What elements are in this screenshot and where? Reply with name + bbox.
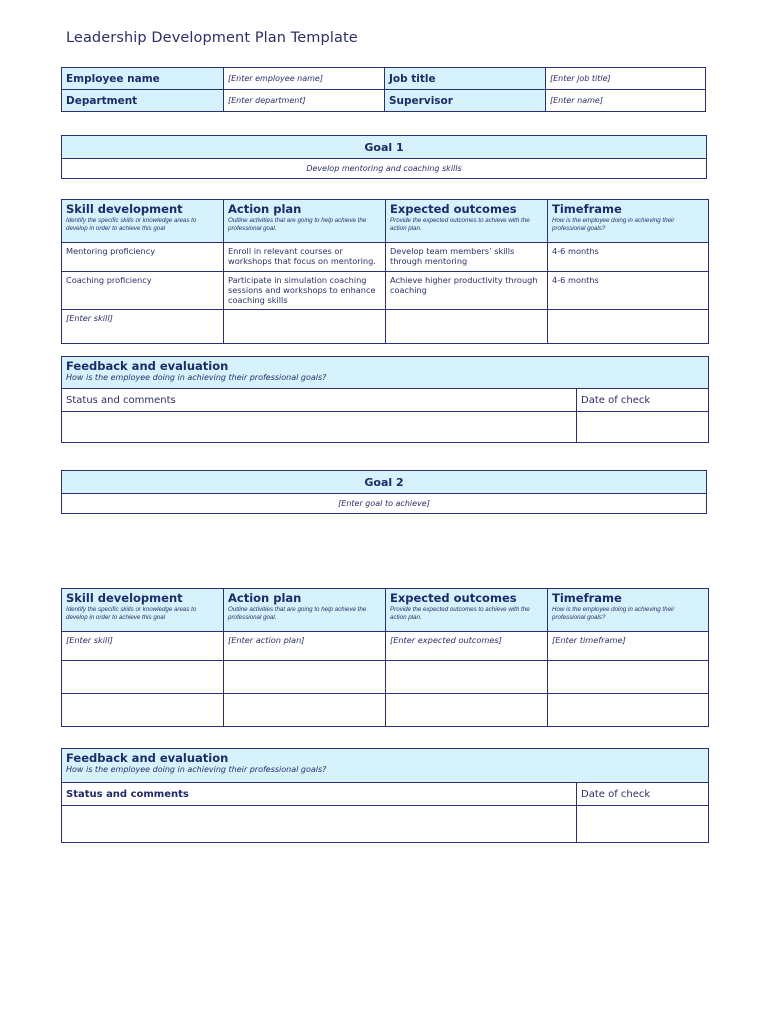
status-comments-label: Status and comments bbox=[62, 783, 577, 806]
info-row bbox=[62, 90, 706, 112]
supervisor-field[interactable]: [Enter name] bbox=[546, 90, 706, 112]
table-row bbox=[62, 694, 709, 727]
department-label: Department bbox=[62, 90, 224, 112]
expected-outcomes-cell[interactable] bbox=[386, 661, 548, 694]
skill-cell[interactable]: Coaching proficiency bbox=[62, 272, 224, 310]
skills-header-row bbox=[62, 589, 709, 632]
timeframe-header: Timeframe How is the employee doing in achieving their professional goals? bbox=[548, 589, 709, 632]
goal-2-feedback-table bbox=[61, 748, 709, 843]
skill-development-header: Skill development Identify the specific skills or knowledge areas to develop in order to achieve this goal bbox=[62, 589, 224, 632]
date-of-check-label: Date of check bbox=[577, 783, 709, 806]
action-plan-cell[interactable]: [Enter action plan] bbox=[224, 632, 386, 661]
employee-name-label: Employee name bbox=[62, 68, 224, 90]
action-plan-cell[interactable]: Enroll in relevant courses or workshops that focus on mentoring. bbox=[224, 243, 386, 272]
feedback-header: Feedback and evaluation How is the employee doing in achieving their professional goals? bbox=[62, 357, 709, 389]
action-plan-cell[interactable] bbox=[224, 310, 386, 344]
goal-1-skills-table bbox=[61, 199, 709, 344]
timeframe-cell[interactable]: 4-6 months bbox=[548, 272, 709, 310]
skill-cell[interactable]: [Enter skill] bbox=[62, 632, 224, 661]
table-row bbox=[62, 243, 709, 272]
info-row bbox=[62, 68, 706, 90]
timeframe-cell[interactable] bbox=[548, 310, 709, 344]
goal-2-table bbox=[61, 470, 707, 514]
skill-cell[interactable] bbox=[62, 661, 224, 694]
date-of-check-field[interactable] bbox=[577, 412, 709, 443]
goal-1-feedback-table bbox=[61, 356, 709, 443]
job-title-label: Job title bbox=[385, 68, 546, 90]
action-plan-cell[interactable]: Participate in simulation coaching sessions and workshops to enhance coaching skills bbox=[224, 272, 386, 310]
goal-1-description[interactable]: Develop mentoring and coaching skills bbox=[62, 159, 707, 179]
page-title: Leadership Development Plan Template bbox=[66, 30, 358, 46]
timeframe-cell[interactable]: 4-6 months bbox=[548, 243, 709, 272]
job-title-field[interactable]: [Enter job title] bbox=[546, 68, 706, 90]
date-of-check-field[interactable] bbox=[577, 806, 709, 843]
goal-2-skills-table bbox=[61, 588, 709, 727]
employee-name-field[interactable]: [Enter employee name] bbox=[224, 68, 385, 90]
expected-outcomes-cell[interactable]: Achieve higher productivity through coaching bbox=[386, 272, 548, 310]
timeframe-cell[interactable] bbox=[548, 661, 709, 694]
supervisor-label: Supervisor bbox=[385, 90, 546, 112]
action-plan-header: Action plan Outline activities that are going to help achieve the professional goal. bbox=[224, 589, 386, 632]
expected-outcomes-cell[interactable] bbox=[386, 694, 548, 727]
goal-1-title: Goal 1 bbox=[62, 136, 707, 159]
expected-outcomes-cell[interactable]: Develop team members’ skills through mentoring bbox=[386, 243, 548, 272]
skills-header-row bbox=[62, 200, 709, 243]
goal-1-table bbox=[61, 135, 707, 179]
skill-cell[interactable]: [Enter skill] bbox=[62, 310, 224, 344]
skill-cell[interactable]: Mentoring proficiency bbox=[62, 243, 224, 272]
expected-outcomes-cell[interactable]: [Enter expected outcomes] bbox=[386, 632, 548, 661]
expected-outcomes-header: Expected outcomes Provide the expected outcomes to achieve with the action plan. bbox=[386, 589, 548, 632]
table-row bbox=[62, 310, 709, 344]
status-comments-field[interactable] bbox=[62, 412, 577, 443]
department-field[interactable]: [Enter department] bbox=[224, 90, 385, 112]
skill-cell[interactable] bbox=[62, 694, 224, 727]
status-comments-label: Status and comments bbox=[62, 389, 577, 412]
table-row bbox=[62, 632, 709, 661]
goal-2-description[interactable]: [Enter goal to achieve] bbox=[62, 494, 707, 514]
timeframe-cell[interactable] bbox=[548, 694, 709, 727]
timeframe-cell[interactable]: [Enter timeframe] bbox=[548, 632, 709, 661]
action-plan-header: Action plan Outline activities that are going to help achieve the professional goal. bbox=[224, 200, 386, 243]
action-plan-cell[interactable] bbox=[224, 661, 386, 694]
date-of-check-label: Date of check bbox=[577, 389, 709, 412]
feedback-header: Feedback and evaluation How is the employee doing in achieving their professional goals? bbox=[62, 749, 709, 783]
action-plan-cell[interactable] bbox=[224, 694, 386, 727]
status-comments-field[interactable] bbox=[62, 806, 577, 843]
expected-outcomes-cell[interactable] bbox=[386, 310, 548, 344]
employee-info-table bbox=[61, 67, 706, 112]
goal-2-title: Goal 2 bbox=[62, 471, 707, 494]
table-row bbox=[62, 272, 709, 310]
expected-outcomes-header: Expected outcomes Provide the expected outcomes to achieve with the action plan. bbox=[386, 200, 548, 243]
table-row bbox=[62, 661, 709, 694]
timeframe-header: Timeframe How is the employee doing in achieving their professional goals? bbox=[548, 200, 709, 243]
skill-development-header: Skill development Identify the specific skills or knowledge areas to develop in order to achieve this goal bbox=[62, 200, 224, 243]
